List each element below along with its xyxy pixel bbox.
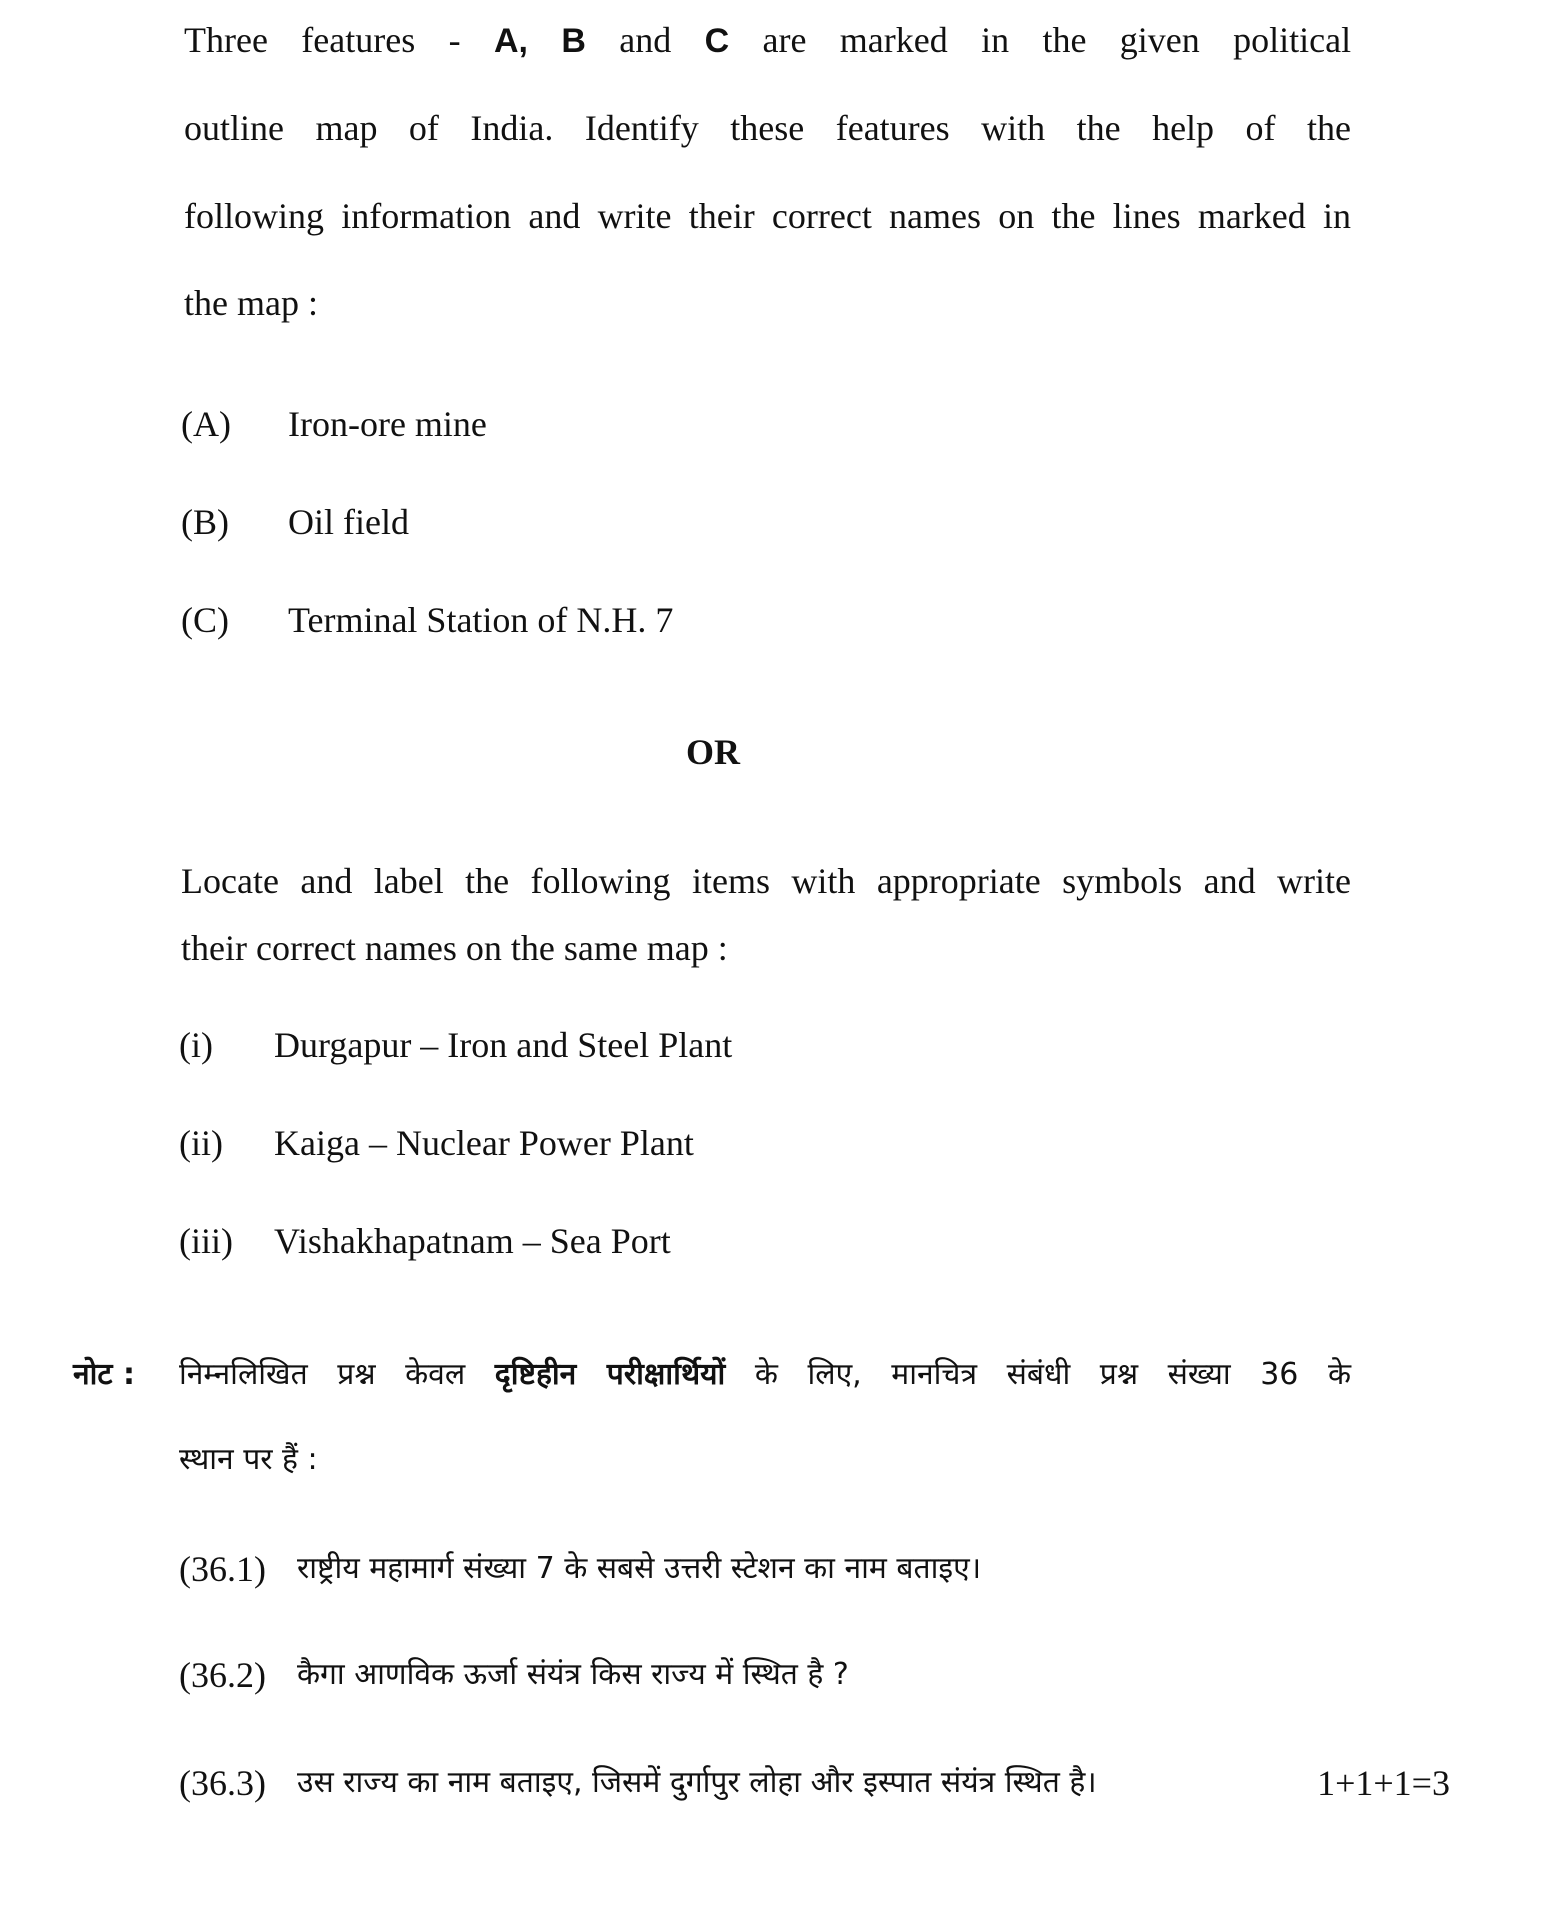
text: - xyxy=(448,20,461,60)
note-label: नोट : xyxy=(73,1357,135,1392)
item-label: (iii) xyxy=(179,1221,233,1261)
intro-line-4: the map : xyxy=(184,283,318,323)
marks-allocation: 1+1+1=3 xyxy=(1317,1763,1450,1803)
locate-item xyxy=(179,1023,733,1067)
intro-line-3: following information and write their correct names on the lines marked in xyxy=(184,196,1351,236)
item-label: (A) xyxy=(181,404,231,444)
locate-line-2: their correct names on the same map : xyxy=(181,928,728,968)
question-item xyxy=(179,1653,849,1697)
item-text: Oil field xyxy=(288,502,409,542)
feature-b-label: B xyxy=(561,22,586,60)
locate-item xyxy=(179,1121,694,1165)
locate-line-1: Locate and label the following items with appropriate symbols and write xyxy=(181,861,1351,901)
item-text: Durgapur – Iron and Steel Plant xyxy=(274,1025,733,1065)
item-text: Terminal Station of N.H. 7 xyxy=(288,600,674,640)
text: are marked in the given political xyxy=(762,20,1352,60)
item-label: (ii) xyxy=(179,1123,223,1163)
intro-line-1 xyxy=(184,18,1351,63)
feature-item xyxy=(181,500,409,544)
item-label: (B) xyxy=(181,502,229,542)
locate-item xyxy=(179,1219,671,1263)
question-item xyxy=(179,1761,1097,1805)
question-item xyxy=(179,1547,982,1591)
feature-item xyxy=(181,402,487,446)
text: Three xyxy=(184,20,268,60)
text: and xyxy=(619,20,672,60)
question-text: कैगा आणविक ऊर्जा संयंत्र किस राज्य में स्थित है ? xyxy=(297,1657,849,1692)
intro-line-2: outline map of India. Identify these features with the help of the xyxy=(184,108,1351,148)
feature-c-label: C xyxy=(704,22,730,60)
feature-item xyxy=(181,598,674,642)
note-line-2: स्थान पर हैं : xyxy=(179,1442,318,1477)
item-text: Kaiga – Nuclear Power Plant xyxy=(274,1123,694,1163)
note-line-1 xyxy=(179,1353,1351,1397)
text: के लिए, मानचित्र संबंधी प्रश्न संख्या 36 के xyxy=(754,1357,1351,1392)
question-number: (36.1) xyxy=(179,1549,266,1589)
question-text: उस राज्य का नाम बताइए, जिसमें दुर्गापुर लोहा और इस्पात संयंत्र स्थित है। xyxy=(297,1765,1097,1800)
feature-a-label: A, xyxy=(493,22,528,60)
question-number: (36.2) xyxy=(179,1655,266,1695)
item-text: Iron-ore mine xyxy=(288,404,487,444)
item-label: (C) xyxy=(181,600,229,640)
or-divider: OR xyxy=(686,732,740,772)
text: निम्नलिखित प्रश्न केवल xyxy=(179,1357,466,1392)
question-number: (36.3) xyxy=(179,1763,266,1803)
item-text: Vishakhapatnam – Sea Port xyxy=(274,1221,671,1261)
text-bold: दृष्टिहीन परीक्षार्थियों xyxy=(494,1357,726,1392)
item-label: (i) xyxy=(179,1025,213,1065)
question-text: राष्ट्रीय महामार्ग संख्या 7 के सबसे उत्तरी स्टेशन का नाम बताइए। xyxy=(297,1551,982,1586)
text: features xyxy=(301,20,416,60)
